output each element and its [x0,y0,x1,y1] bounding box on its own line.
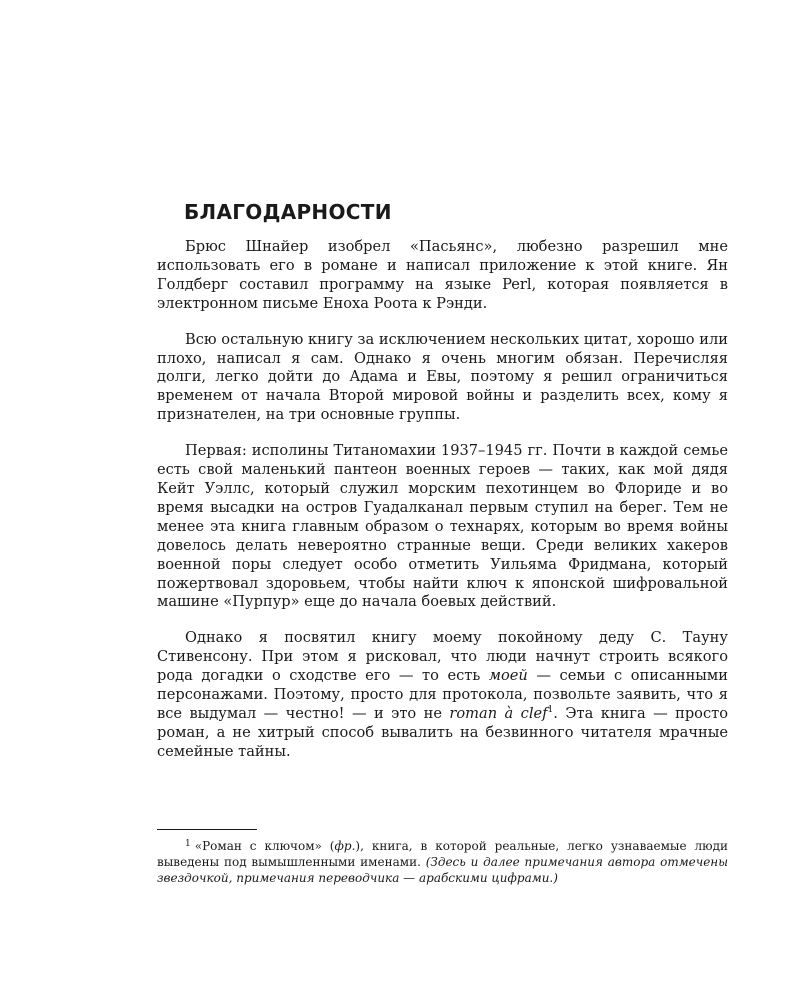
footnote [157,836,728,886]
paragraph-1: Брюс Шнайер изобрел «Пасьянс», любезно разрешил мне использовать его в романе и написал приложение к этой книге. Ян Голдберг составил программу на языке Perl, которая появляется в электронном письме Еноха Роота к Рэнди. [157,238,728,312]
footnote-divider [157,829,257,830]
footnote-text-a: «Роман с ключом» ( [194,839,335,853]
body-text [157,238,728,762]
page-content [157,200,728,762]
footnote-reference[interactable]: 1 [547,705,554,716]
emphasis-roman-a-clef: roman à clef [449,704,548,722]
footnote-note: (Здесь и далее примечания автора отмечены звездочкой, примечания переводчика — арабскими цифрами.) [157,855,728,885]
footnote-mark: 1 [185,839,191,849]
footnote-text-b: ), книга, в которой реальные, легко узнаваемые люди выведены под вымышленными именами. [157,839,728,869]
paragraph-4-text-c: . Эта книга — просто роман, а не хитрый способ вывалить на безвинного читателя мрачные семейные тайны. [157,704,728,760]
paragraph-3: Первая: исполины Титаномахии 1937–1945 гг. Почти в каждой семье есть свой маленький пантеон военных героев — таких, как мой дядя Кейт Уэллс, который служил морским пехотинцем во Флориде и во время высадки на остров Гуадалканал первым ступил на берег. Тем не менее эта книга главным образом о технарях, которым во время войны довелось делать невероятно странные вещи. Среди великих хакеров военной поры следует особо отметить Уильяма Фридмана, который пожертвовал здоровьем, чтобы найти ключ к японской шифровальной машине «Пурпур» еще до начала боевых действий. [157,442,728,611]
emphasis-moei: моей [488,667,528,685]
paragraph-2: Всю остальную книгу за исключением нескольких цитат, хорошо или плохо, написал я сам. Однако я очень многим обязан. Перечисляя долги, легко дойти до Адама и Евы, поэтому я решил ограничиться временем от начала Второй мировой войны и разделить всех, кому я признателен, на три основные группы. [157,330,728,424]
paragraph-4-text-b: — семьи с описанными персонажами. Поэтому, просто для протокола, позвольте заявить, что я все выдумал — честно! — и это не [157,667,729,722]
paragraph-4-text-a: Однако я посвятил книгу моему покойному деду С. Тауну Стивенсону. При этом я рисковал, что люди начнут строить всякого рода догадки о сходстве его — то есть [157,629,728,685]
paragraph-4 [157,629,728,761]
page-title: БЛАГОДАРНОСТИ [184,200,392,224]
footnote-emphasis-fr: фр. [334,839,356,853]
